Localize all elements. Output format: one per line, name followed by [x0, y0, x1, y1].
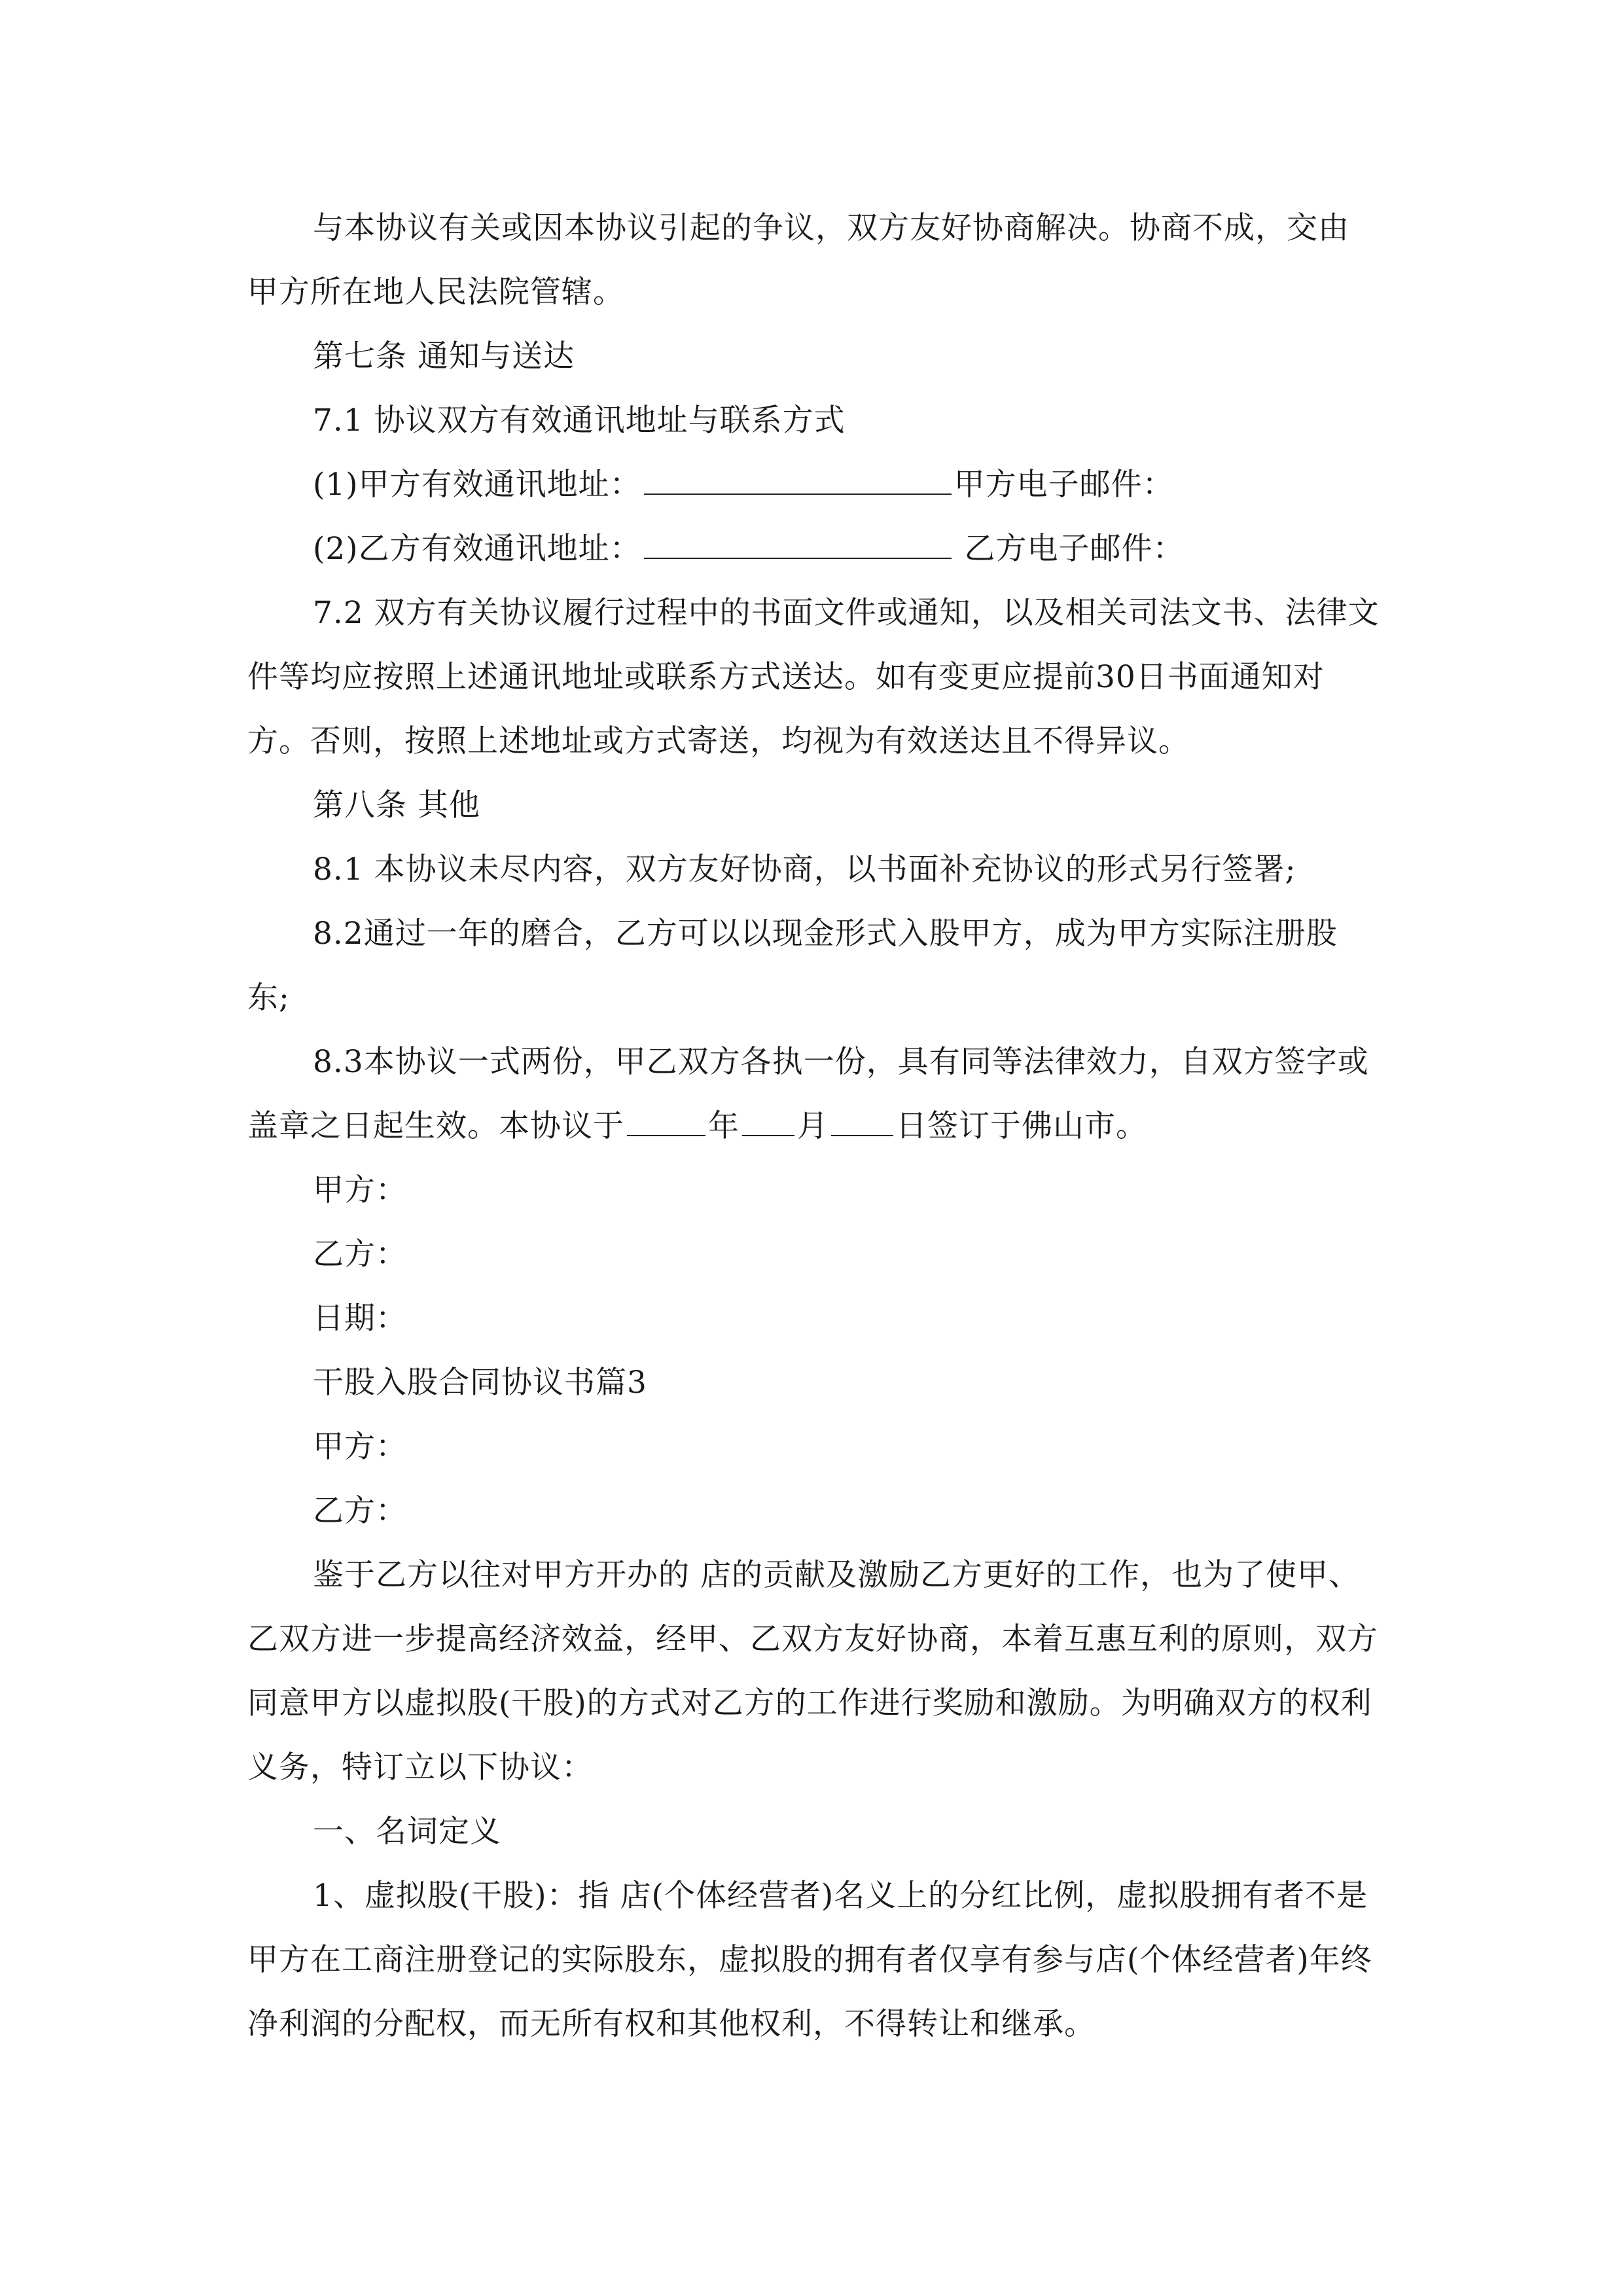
- clause-8-3: [247, 1030, 1380, 1158]
- party-b-address-label: (2)乙方有效通讯地址：: [313, 531, 641, 567]
- month-blank: [742, 1109, 794, 1136]
- party-b-label: 乙方：: [313, 1493, 407, 1529]
- party-b-address-line: [247, 517, 1380, 581]
- party-b-address-blank: [644, 531, 952, 559]
- heading-article-7: 第七条 通知与送达: [313, 338, 575, 374]
- year-label: 年: [708, 1108, 740, 1144]
- signature-party-b: 乙方：: [313, 1236, 407, 1272]
- party-a-label: 甲方：: [313, 1429, 407, 1465]
- day-blank: [831, 1109, 893, 1136]
- clause-7-2: 7.2 双方有关协议履行过程中的书面文件或通知，以及相关司法文书、法律文件等均应按照上述通讯地址或联系方式送达。如有变更应提前30日书面通知对方。否则，按照上述地址或方式寄送，均视为有效送达且不得异议。: [247, 595, 1380, 759]
- party-a-address-label: (1)甲方有效通讯地址：: [313, 467, 641, 503]
- signature-date: 日期：: [313, 1300, 407, 1336]
- clause-8-1: 8.1 本协议未尽内容，双方友好协商，以书面补充协议的形式另行签署;: [313, 852, 1296, 888]
- preamble-paragraph: 鉴于乙方以往对甲方开办的 店的贡献及激励乙方更好的工作，也为了使甲、乙双方进一步提高经济效益，经甲、乙双方友好协商，本着互惠互利的原则，双方同意甲方以虚拟股(干股)的方式对乙方的工作进行奖励和激励。为明确双方的权利义务，特订立以下协议：: [247, 1557, 1378, 1785]
- month-label: 月: [797, 1108, 829, 1144]
- heading-definitions: 一、名词定义: [313, 1814, 501, 1850]
- signature-party-a: 甲方：: [313, 1172, 407, 1208]
- paragraph-dispute-resolution: 与本协议有关或因本协议引起的争议，双方友好协商解决。协商不成，交由甲方所在地人民法院管辖。: [247, 210, 1349, 310]
- clause-7-1: 7.1 协议双方有效通讯地址与联系方式: [313, 403, 846, 439]
- party-a-address-line: [247, 453, 1380, 517]
- party-a-address-blank: [644, 467, 952, 495]
- clause-8-2: 8.2通过一年的磨合，乙方可以以现金形式入股甲方，成为甲方实际注册股东;: [247, 916, 1338, 1016]
- clause-8-3-text: 8.3本协议一式两份，甲乙双方各执一份，具有同等法律效力，自双方签字或盖章之日起生效。本协议于: [247, 1044, 1369, 1144]
- document-body: [247, 196, 1380, 2056]
- year-blank: [627, 1109, 705, 1136]
- party-a-email-label: 甲方电子邮件：: [954, 467, 1174, 503]
- party-b-email-label: 乙方电子邮件：: [964, 531, 1185, 567]
- section-title-3: 干股入股合同协议书篇3: [313, 1365, 647, 1401]
- day-label: 日签订于佛山市。: [896, 1108, 1147, 1144]
- heading-article-8: 第八条 其他: [313, 787, 480, 823]
- definition-virtual-share: 1、虚拟股(干股)：指 店(个体经营者)名义上的分红比例，虚拟股拥有者不是甲方在工商注册登记的实际股东，虚拟股的拥有者仅享有参与店(个体经营者)年终净利润的分配权，而无所有权和其他权利，不得转让和继承。: [247, 1878, 1372, 2042]
